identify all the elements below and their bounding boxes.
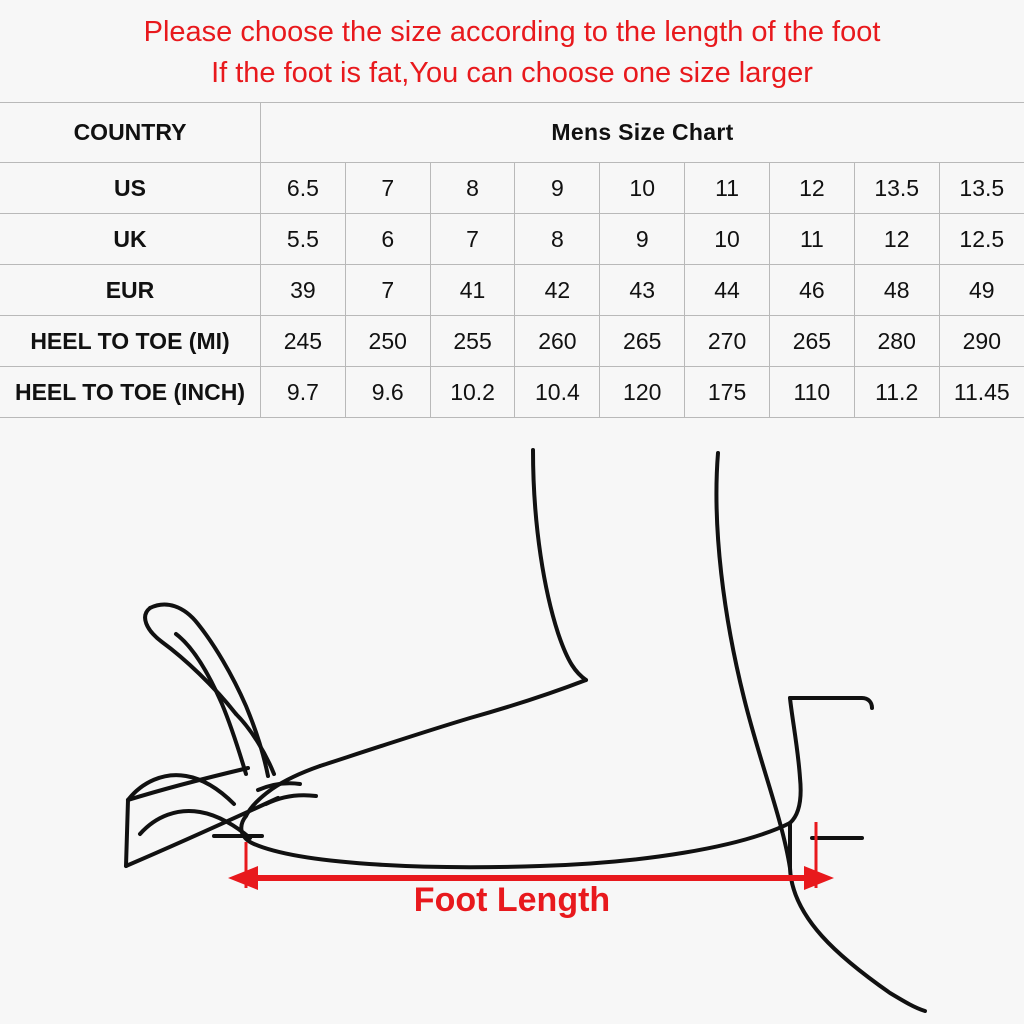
cell: 9.6 bbox=[345, 367, 430, 418]
cell: 10.2 bbox=[430, 367, 515, 418]
cell: 42 bbox=[515, 265, 600, 316]
cell: 11.2 bbox=[854, 367, 939, 418]
country-header-cell: COUNTRY bbox=[0, 103, 261, 163]
cell: 265 bbox=[769, 316, 854, 367]
cell: 12.5 bbox=[939, 214, 1024, 265]
notice-line-1: Please choose the size according to the length of the foot bbox=[143, 16, 881, 48]
cell: 8 bbox=[430, 163, 515, 214]
cell: 13.5 bbox=[939, 163, 1024, 214]
chart-title-cell: Mens Size Chart bbox=[261, 103, 1024, 163]
cell: 11.45 bbox=[939, 367, 1024, 418]
table-row bbox=[0, 367, 1024, 418]
cell: 250 bbox=[345, 316, 430, 367]
cell: 260 bbox=[515, 316, 600, 367]
cell: 12 bbox=[854, 214, 939, 265]
cell: 6 bbox=[345, 214, 430, 265]
cell: 12 bbox=[769, 163, 854, 214]
cell: 270 bbox=[685, 316, 770, 367]
row-label: EUR bbox=[0, 265, 261, 316]
cell: 7 bbox=[430, 214, 515, 265]
row-label: HEEL TO TOE (INCH) bbox=[0, 367, 261, 418]
cell: 7 bbox=[345, 163, 430, 214]
cell: 49 bbox=[939, 265, 1024, 316]
table-row bbox=[0, 163, 1024, 214]
row-label: US bbox=[0, 163, 261, 214]
row-label: HEEL TO TOE (MI) bbox=[0, 316, 261, 367]
table-row bbox=[0, 265, 1024, 316]
foot-measure-illustration bbox=[0, 418, 1024, 1024]
cell: 9.7 bbox=[261, 367, 346, 418]
row-label: UK bbox=[0, 214, 261, 265]
table-header-row bbox=[0, 103, 1024, 163]
cell: 44 bbox=[685, 265, 770, 316]
cell: 120 bbox=[600, 367, 685, 418]
cell: 10 bbox=[685, 214, 770, 265]
cell: 48 bbox=[854, 265, 939, 316]
cell: 41 bbox=[430, 265, 515, 316]
foot-drawing-svg bbox=[0, 418, 1024, 1013]
cell: 9 bbox=[600, 214, 685, 265]
cell: 13.5 bbox=[854, 163, 939, 214]
cell: 39 bbox=[261, 265, 346, 316]
cell: 11 bbox=[769, 214, 854, 265]
cell: 290 bbox=[939, 316, 1024, 367]
cell: 11 bbox=[685, 163, 770, 214]
cell: 7 bbox=[345, 265, 430, 316]
cell: 110 bbox=[769, 367, 854, 418]
table-row bbox=[0, 316, 1024, 367]
cell: 10.4 bbox=[515, 367, 600, 418]
size-chart-table-wrap bbox=[0, 102, 1024, 418]
cell: 43 bbox=[600, 265, 685, 316]
foot-length-label: Foot Length bbox=[413, 881, 611, 919]
cell: 175 bbox=[685, 367, 770, 418]
cell: 8 bbox=[515, 214, 600, 265]
cell: 255 bbox=[430, 316, 515, 367]
notice-line-2: If the foot is fat,You can choose one size larger bbox=[211, 57, 813, 90]
cell: 10 bbox=[600, 163, 685, 214]
cell: 245 bbox=[261, 316, 346, 367]
cell: 5.5 bbox=[261, 214, 346, 265]
notice-block bbox=[0, 0, 1024, 102]
leg-and-hand-outline bbox=[126, 450, 925, 1011]
cell: 9 bbox=[515, 163, 600, 214]
cell: 280 bbox=[854, 316, 939, 367]
cell: 265 bbox=[600, 316, 685, 367]
table-row bbox=[0, 214, 1024, 265]
cell: 46 bbox=[769, 265, 854, 316]
cell: 6.5 bbox=[261, 163, 346, 214]
size-chart-table bbox=[0, 102, 1024, 418]
